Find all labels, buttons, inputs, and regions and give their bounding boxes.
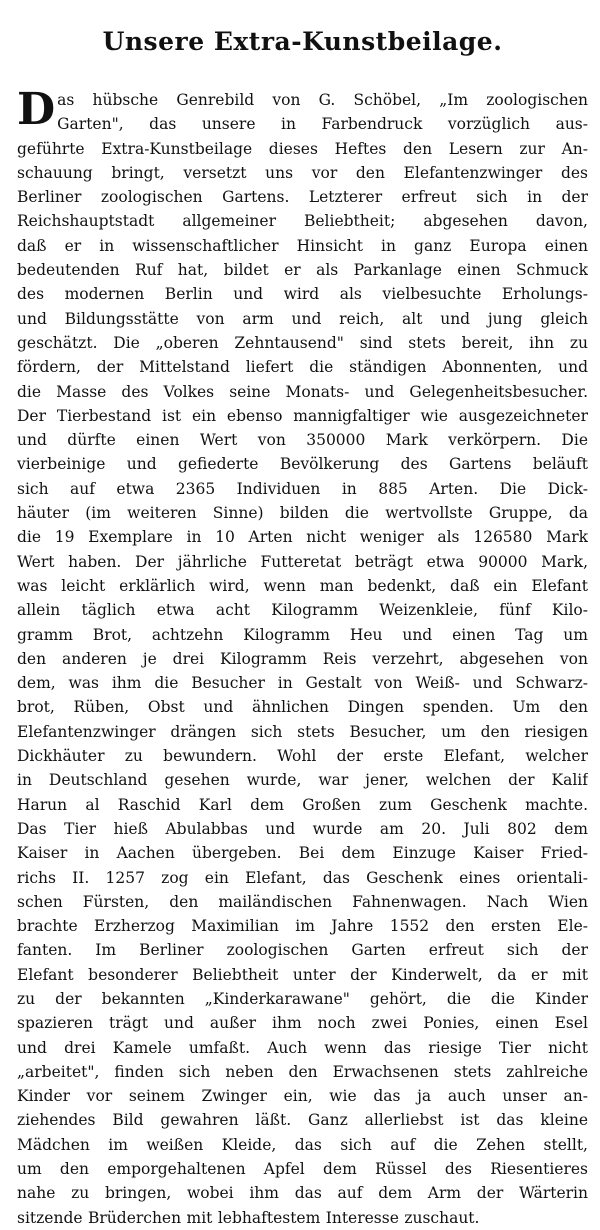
text-line: geschätzt. Die „oberen Zehntausend" sind stets bereit, ihn zu (17, 333, 588, 352)
article-title: Unsere Extra-Kunstbeilage. (102, 27, 503, 56)
text-line: bedeutenden Ruf hat, bildet er als Parkanlage einen Schmuck (17, 261, 588, 280)
text-line: ziehendes Bild gewahren läßt. Ganz allerliebst ist das kleine (17, 1111, 588, 1130)
text-line: schauung bringt, versetzt uns vor den Elefantenzwinger des (17, 163, 588, 182)
text-line: richs II. 1257 zog ein Elefant, das Geschenk eines orientali- (17, 868, 588, 887)
text-line: Harun al Raschid Karl dem Großen zum Geschenk machte. (17, 795, 588, 814)
text-line: und Bildungsstätte von arm und reich, alt und jung gleich (17, 309, 588, 328)
text-line: Wert haben. Der jährliche Futteretat beträgt etwa 90000 Mark, (17, 552, 588, 571)
text-line: Kinder vor seinem Zwinger ein, wie das ja auch unser an- (17, 1087, 588, 1106)
text-line: Das Tier hieß Abulabbas und wurde am 20. Juli 802 dem (17, 819, 588, 838)
text-line: Reichshauptstadt allgemeiner Beliebtheit; abgesehen davon, (17, 212, 588, 231)
text-line: Elefantenzwinger drängen sich stets Besucher, um den riesigen (17, 722, 588, 741)
text-line-last: sitzende Brüderchen mit lebhaftestem Interesse zuschaut. (17, 1208, 480, 1227)
text-line: vierbeinige und gefiederte Bevölkerung des Gartens beläuft (17, 455, 588, 474)
text-line: fanten. Im Berliner zoologischen Garten erfreut sich der (17, 941, 588, 960)
text-line: daß er in wissenschaftlicher Hinsicht in ganz Europa einen (17, 236, 588, 255)
text-line: Mädchen im weißen Kleide, das sich auf die Zehen stellt, (17, 1135, 588, 1154)
text-line: schen Fürsten, den mailändischen Fahnenwagen. Nach Wien (17, 892, 588, 911)
text-line: und dürfte einen Wert von 350000 Mark verkörpern. Die (17, 431, 588, 450)
text-line: gramm Brot, achtzehn Kilogramm Heu und einen Tag um (17, 625, 588, 644)
text-line: die Masse des Volkes seine Monats- und Gelegenheitsbesucher. (17, 382, 588, 401)
article-opening (17, 88, 588, 137)
text-line: die 19 Exemplare in 10 Arten nicht weniger als 126580 Mark (17, 528, 588, 547)
drop-cap: D (17, 88, 56, 135)
text-line: Berliner zoologischen Gartens. Letzterer erfreut sich in der (17, 188, 588, 207)
text-line: dem, was ihm die Besucher in Gestalt von Weiß- und Schwarz- (17, 674, 588, 693)
text-line: in Deutschland gesehen wurde, war jener, welchen der Kalif (17, 771, 588, 790)
text-line: Garten", das unsere in Farbendruck vorzüglich aus- (57, 115, 588, 134)
text-line: sich auf etwa 2365 Individuen in 885 Arten. Die Dick- (17, 479, 588, 498)
text-line: was leicht erklärlich wird, wenn man bedenkt, daß ein Elefant (17, 576, 588, 595)
text-line: nahe zu bringen, wobei ihm das auf dem Arm der Wärterin (17, 1184, 588, 1203)
text-line: zu der bekannten „Kinderkarawane" gehört, die die Kinder (17, 989, 588, 1008)
text-line: as hübsche Genrebild von G. Schöbel, „Im zoologischen (57, 91, 588, 109)
text-line: um den emporgehaltenen Apfel dem Rüssel des Riesentieres (17, 1160, 588, 1179)
text-line: Elefant besonderer Beliebtheit unter der Kinderwelt, da er mit (17, 965, 588, 984)
text-line: „arbeitet", finden sich neben den Erwachsenen stets zahlreiche (17, 1062, 588, 1081)
text-line: und drei Kamele umfaßt. Auch wenn das riesige Tier nicht (17, 1038, 588, 1057)
text-line: brachte Erzherzog Maximilian im Jahre 1552 den ersten Ele- (17, 917, 588, 936)
text-line: des modernen Berlin und wird als vielbesuchte Erholungs- (17, 285, 588, 304)
text-line: allein täglich etwa acht Kilogramm Weizenkleie, fünf Kilo- (17, 601, 588, 620)
text-line: spazieren trägt und außer ihm noch zwei Ponies, einen Esel (17, 1014, 588, 1033)
text-line: geführte Extra-Kunstbeilage dieses Heftes den Lesern zur An- (17, 139, 588, 158)
text-line: Kaiser in Aachen übergeben. Bei dem Einzuge Kaiser Fried- (17, 844, 588, 863)
article-body (17, 88, 588, 1230)
text-line: Dickhäuter zu bewundern. Wohl der erste Elefant, welcher (17, 747, 588, 766)
text-line: fördern, der Mittelstand liefert die ständigen Abonnenten, und (17, 358, 588, 377)
text-line: brot, Rüben, Obst und ähnlichen Dingen spenden. Um den (17, 698, 588, 717)
text-line: häuter (im weiteren Sinne) bilden die wertvollste Gruppe, da (17, 504, 588, 523)
text-line: den anderen je drei Kilogramm Reis verzehrt, abgesehen von (17, 649, 588, 668)
text-line: Der Tierbestand ist ein ebenso mannigfaltiger wie ausgezeichneter (17, 406, 588, 425)
